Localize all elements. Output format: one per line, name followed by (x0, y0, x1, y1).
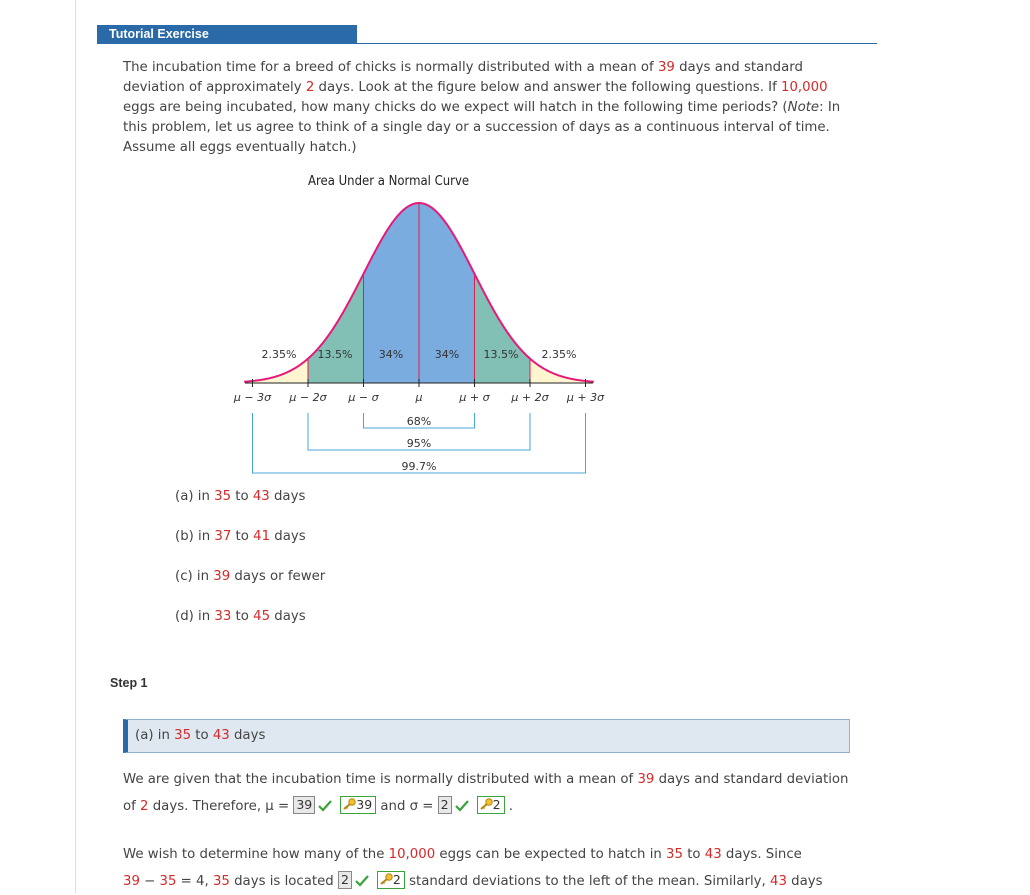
qd-pre: (d) in (175, 609, 215, 624)
qa-post: days (269, 489, 306, 504)
intro-mean: 39 (657, 60, 675, 75)
step-paragraph-2 (123, 841, 853, 895)
x-tick-label-4: μ (415, 391, 423, 404)
curve-region-1 (244, 359, 308, 383)
p2-text-6: standard deviations to the left of the mean. Similarly, (404, 874, 770, 889)
intro-eggs: 10,000 (781, 80, 828, 95)
p2-minus: − (139, 874, 160, 889)
x-tick-label-7: μ + 3σ (566, 391, 605, 404)
x-tick-label-1: μ − 3σ (233, 391, 272, 404)
region-label-4: 34% (434, 348, 460, 361)
qc-v1: 39 (213, 569, 231, 584)
p2-e3: = 4, (176, 874, 213, 889)
checkmark-icon (455, 800, 469, 812)
qb-mid: to (231, 529, 254, 544)
intro-text-2: days and standard deviation of approximately (123, 60, 803, 95)
question-b (175, 529, 306, 544)
p1-text-4: and σ = (376, 799, 438, 814)
qd-mid: to (231, 609, 254, 624)
key-icon (342, 798, 356, 810)
intro-text-1: The incubation time for a breed of chicks is normally distributed with a mean of (123, 60, 658, 75)
region-label-6: 2.35% (541, 348, 577, 361)
p1-text-3: days. Therefore, μ = (148, 799, 294, 814)
section-title: Tutorial Exercise (109, 27, 209, 41)
intro-text-4: eggs are being incubated, how many chicks do we expect will hatch in the following time periods? ( (123, 100, 788, 115)
qa-pre: (a) in (175, 489, 215, 504)
header-underline (357, 43, 877, 44)
qd-v1: 33 (214, 609, 232, 624)
intro-text-5: : In this problem, let us agree to think of a single day or a succession of days as a continuous interval of time. Assume all eggs eventually hatch.) (123, 100, 841, 155)
box-mid: to (191, 728, 213, 743)
question-d (175, 609, 306, 624)
intro-sd: 2 (305, 80, 315, 95)
qb-v1: 37 (214, 529, 232, 544)
key-icon (379, 873, 393, 885)
x-tick-label-3: μ − σ (348, 391, 379, 404)
question-a (175, 489, 305, 504)
qb-post: days (270, 529, 306, 544)
x-tick-label-6: μ + 2σ (511, 391, 549, 404)
curve-region-6 (530, 359, 594, 383)
answer-key-mu[interactable] (340, 796, 376, 814)
qa-v1: 35 (214, 489, 232, 504)
region-label-5: 13.5% (483, 348, 519, 361)
section-header (97, 25, 357, 44)
x-tick-label-2: μ − 2σ (289, 391, 327, 404)
intro-note-label: Note (787, 100, 820, 115)
p2-text-5: days is located (229, 874, 338, 889)
p1-sd: 2 (140, 799, 149, 814)
x-tick-labels (233, 391, 605, 404)
p2-e1: 39 (123, 874, 140, 889)
step-part-box (123, 719, 850, 753)
qa-v2: 43 (252, 489, 270, 504)
key-mu-value: 39 (356, 797, 373, 812)
step-title: Step 1 (110, 676, 148, 690)
p2-text-4: days. Since (721, 847, 802, 862)
left-divider (75, 0, 76, 893)
p2-text-7: days (786, 874, 823, 889)
region-label-1: 2.35% (261, 348, 297, 361)
qb-v2: 41 (253, 529, 271, 544)
box-post: days (229, 728, 266, 743)
qc-post: days or fewer (230, 569, 326, 584)
box-v2: 43 (212, 728, 230, 743)
problem-statement (123, 58, 843, 158)
p1-mean: 39 (637, 772, 655, 787)
p2-e2: 35 (159, 874, 177, 889)
key-left-sd-value: 2 (392, 872, 401, 887)
p2-text-3: to (682, 847, 705, 862)
p2-text-2: eggs can be expected to hatch in (435, 847, 667, 862)
answer-sigma-input[interactable]: 2 (438, 796, 452, 814)
region-label-3: 34% (378, 348, 404, 361)
p2-v2: 43 (704, 847, 722, 862)
key-sigma-value: 2 (492, 797, 501, 812)
p2-v1: 35 (666, 847, 683, 862)
p2-e4: 35 (212, 874, 230, 889)
step-paragraph-1 (123, 766, 853, 820)
qa-mid: to (231, 489, 253, 504)
bracket-label-1: 68% (406, 415, 432, 428)
p1-text-1: We are given that the incubation time is normally distributed with a mean of (123, 772, 638, 787)
answer-key-sigma[interactable] (477, 796, 505, 814)
box-pre: (a) in (135, 728, 175, 743)
region-label-2: 13.5% (317, 348, 353, 361)
qb-pre: (b) in (175, 529, 215, 544)
qd-v2: 45 (253, 609, 271, 624)
qc-pre: (c) in (175, 569, 214, 584)
qd-post: days (270, 609, 306, 624)
bracket-label-3: 99.7% (401, 460, 437, 473)
p2-eggs: 10,000 (388, 847, 436, 862)
p2-text-1: We wish to determine how many of the (123, 847, 389, 862)
answer-left-sd-input[interactable]: 2 (338, 871, 352, 889)
bracket-label-2: 95% (406, 437, 432, 450)
question-c (175, 569, 325, 584)
key-icon (479, 798, 493, 810)
answer-key-left-sd[interactable] (377, 871, 405, 889)
normal-curve-chart (215, 168, 625, 478)
x-tick-label-5: μ + σ (459, 391, 490, 404)
box-v1: 35 (174, 728, 192, 743)
checkmark-icon (318, 800, 332, 812)
checkmark-icon (355, 875, 369, 887)
p1-text-5: . (504, 799, 514, 814)
intro-text-3: days. Look at the figure below and answer the following questions. If (314, 80, 781, 95)
p2-v3: 43 (769, 874, 787, 889)
answer-mu-input[interactable]: 39 (293, 796, 315, 814)
chart-title: Area Under a Normal Curve (308, 174, 470, 189)
p1-text-2: days and standard deviation of (123, 772, 849, 814)
percent-brackets (253, 413, 586, 473)
